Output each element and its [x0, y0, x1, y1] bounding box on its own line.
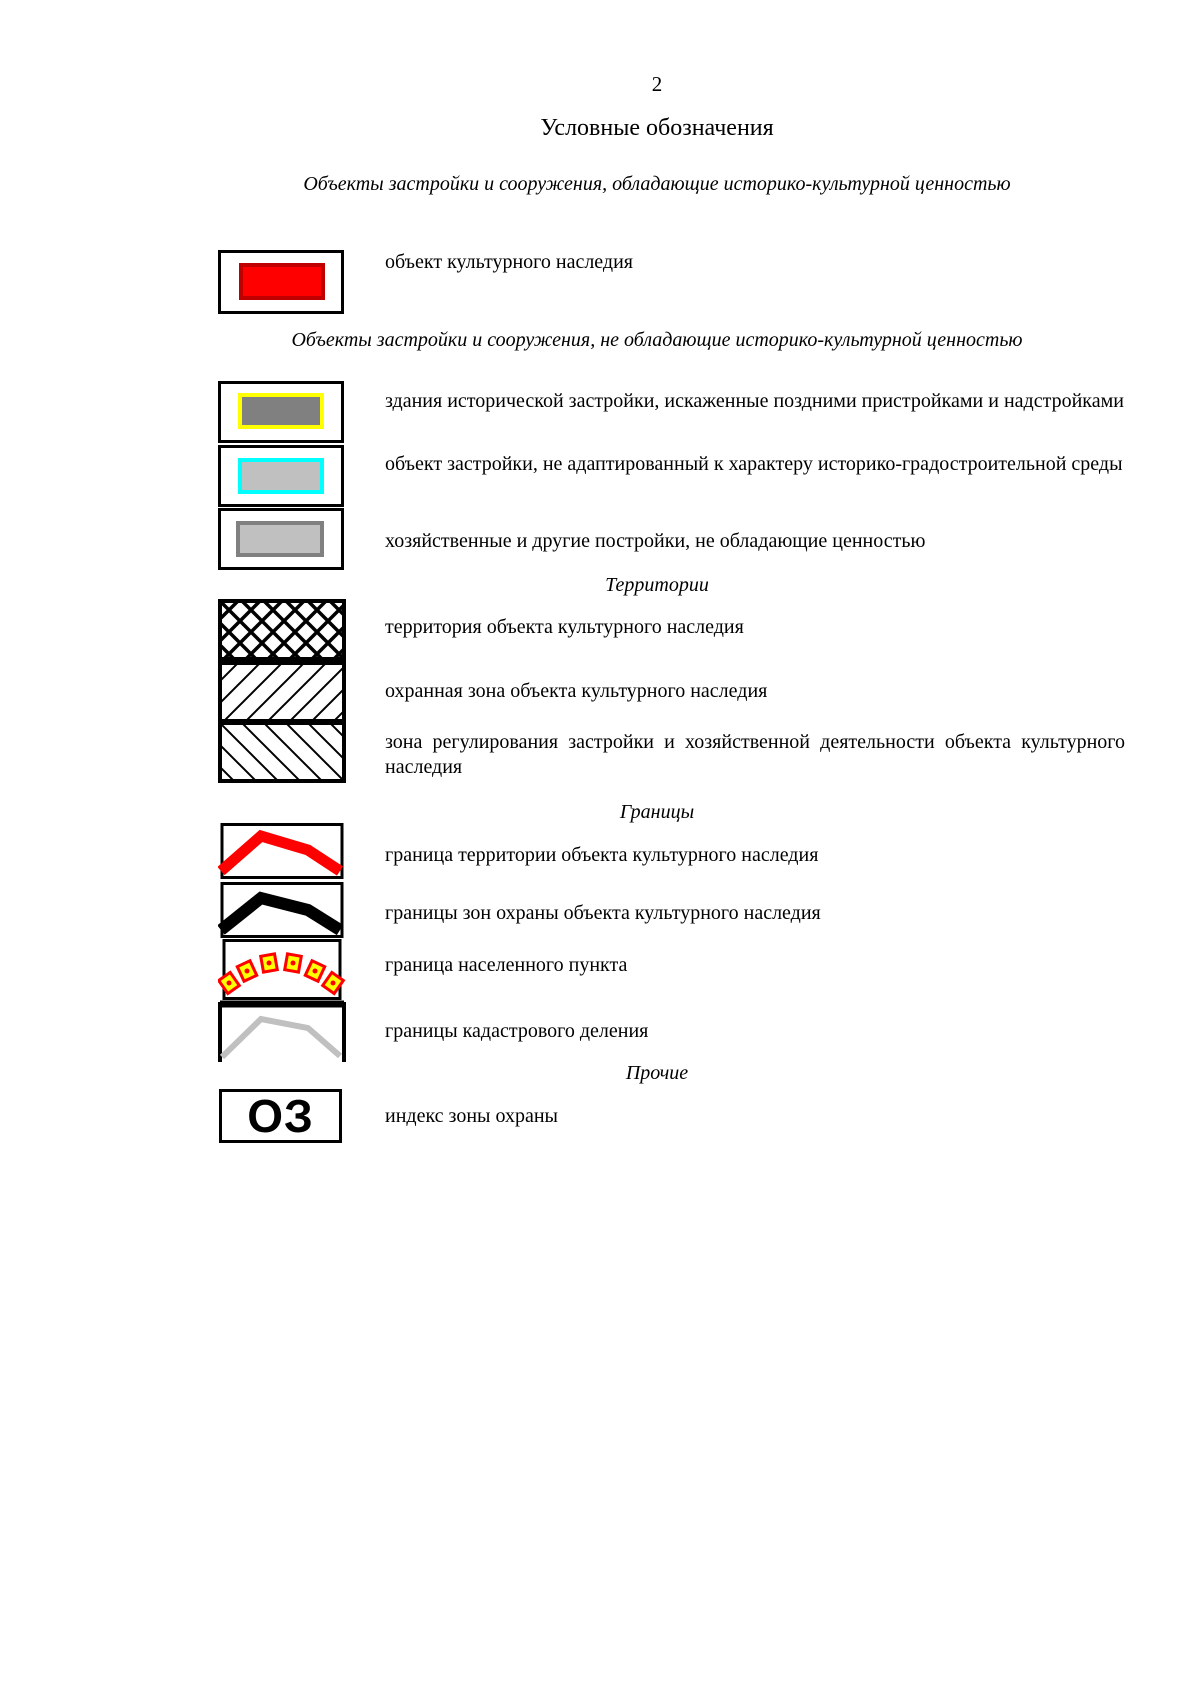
legend-territory-boundary: граница территории объекта культурного наследия	[385, 844, 819, 866]
section-heading-non-valuable: Объекты застройки и сооружения, не обладающие историко-культурной ценностью	[291, 329, 1023, 351]
page-title: Условные обозначения	[540, 115, 774, 141]
legend-regulation-zone: зона регулирования застройки и хозяйственной деятельности объекта культурного наследия	[385, 731, 1125, 778]
non-adapted-object-symbol	[218, 445, 344, 507]
heritage-territory-symbol	[218, 599, 346, 661]
regulation-zone-symbol	[218, 721, 346, 783]
page-number: 2	[651, 72, 663, 96]
protection-zone-boundaries-symbol	[218, 882, 346, 938]
zone-index-symbol: ОЗ	[219, 1089, 342, 1143]
distorted-buildings-symbol	[218, 381, 344, 443]
legend-protection-zone-boundaries: границы зон охраны объекта культурного наследия	[385, 902, 821, 924]
legend-settlement-boundary: граница населенного пункта	[385, 954, 628, 976]
legend-zone-index: индекс зоны охраны	[385, 1105, 558, 1127]
territory-boundary-symbol	[218, 823, 346, 879]
legend-distorted-buildings: здания исторической застройки, искаженные поздними пристройками и надстройками	[385, 390, 1124, 412]
legend-outbuildings: хозяйственные и другие постройки, не обладающие ценностью	[385, 530, 926, 552]
heritage-object-symbol	[218, 250, 344, 314]
outbuildings-symbol	[218, 508, 344, 570]
legend-protection-zone: охранная зона объекта культурного наследия	[385, 680, 768, 702]
legend-non-adapted-object: объект застройки, не адаптированный к характеру историко-градостроительной среды	[385, 453, 1123, 475]
legend-heritage-territory: территория объекта культурного наследия	[385, 616, 744, 638]
section-heading-valuable: Объекты застройки и сооружения, обладающие историко-культурной ценностью	[303, 173, 1011, 195]
protection-zone-symbol	[218, 661, 346, 723]
section-heading-territories: Территории	[605, 574, 709, 596]
legend-heritage-object: объект культурного наследия	[385, 251, 633, 273]
legend-cadastral-boundaries: границы кадастрового деления	[385, 1020, 649, 1042]
section-heading-other: Прочие	[625, 1062, 689, 1084]
settlement-boundary-symbol	[218, 939, 346, 1001]
cadastral-boundaries-symbol	[218, 1000, 346, 1062]
section-heading-boundaries: Границы	[619, 801, 695, 823]
